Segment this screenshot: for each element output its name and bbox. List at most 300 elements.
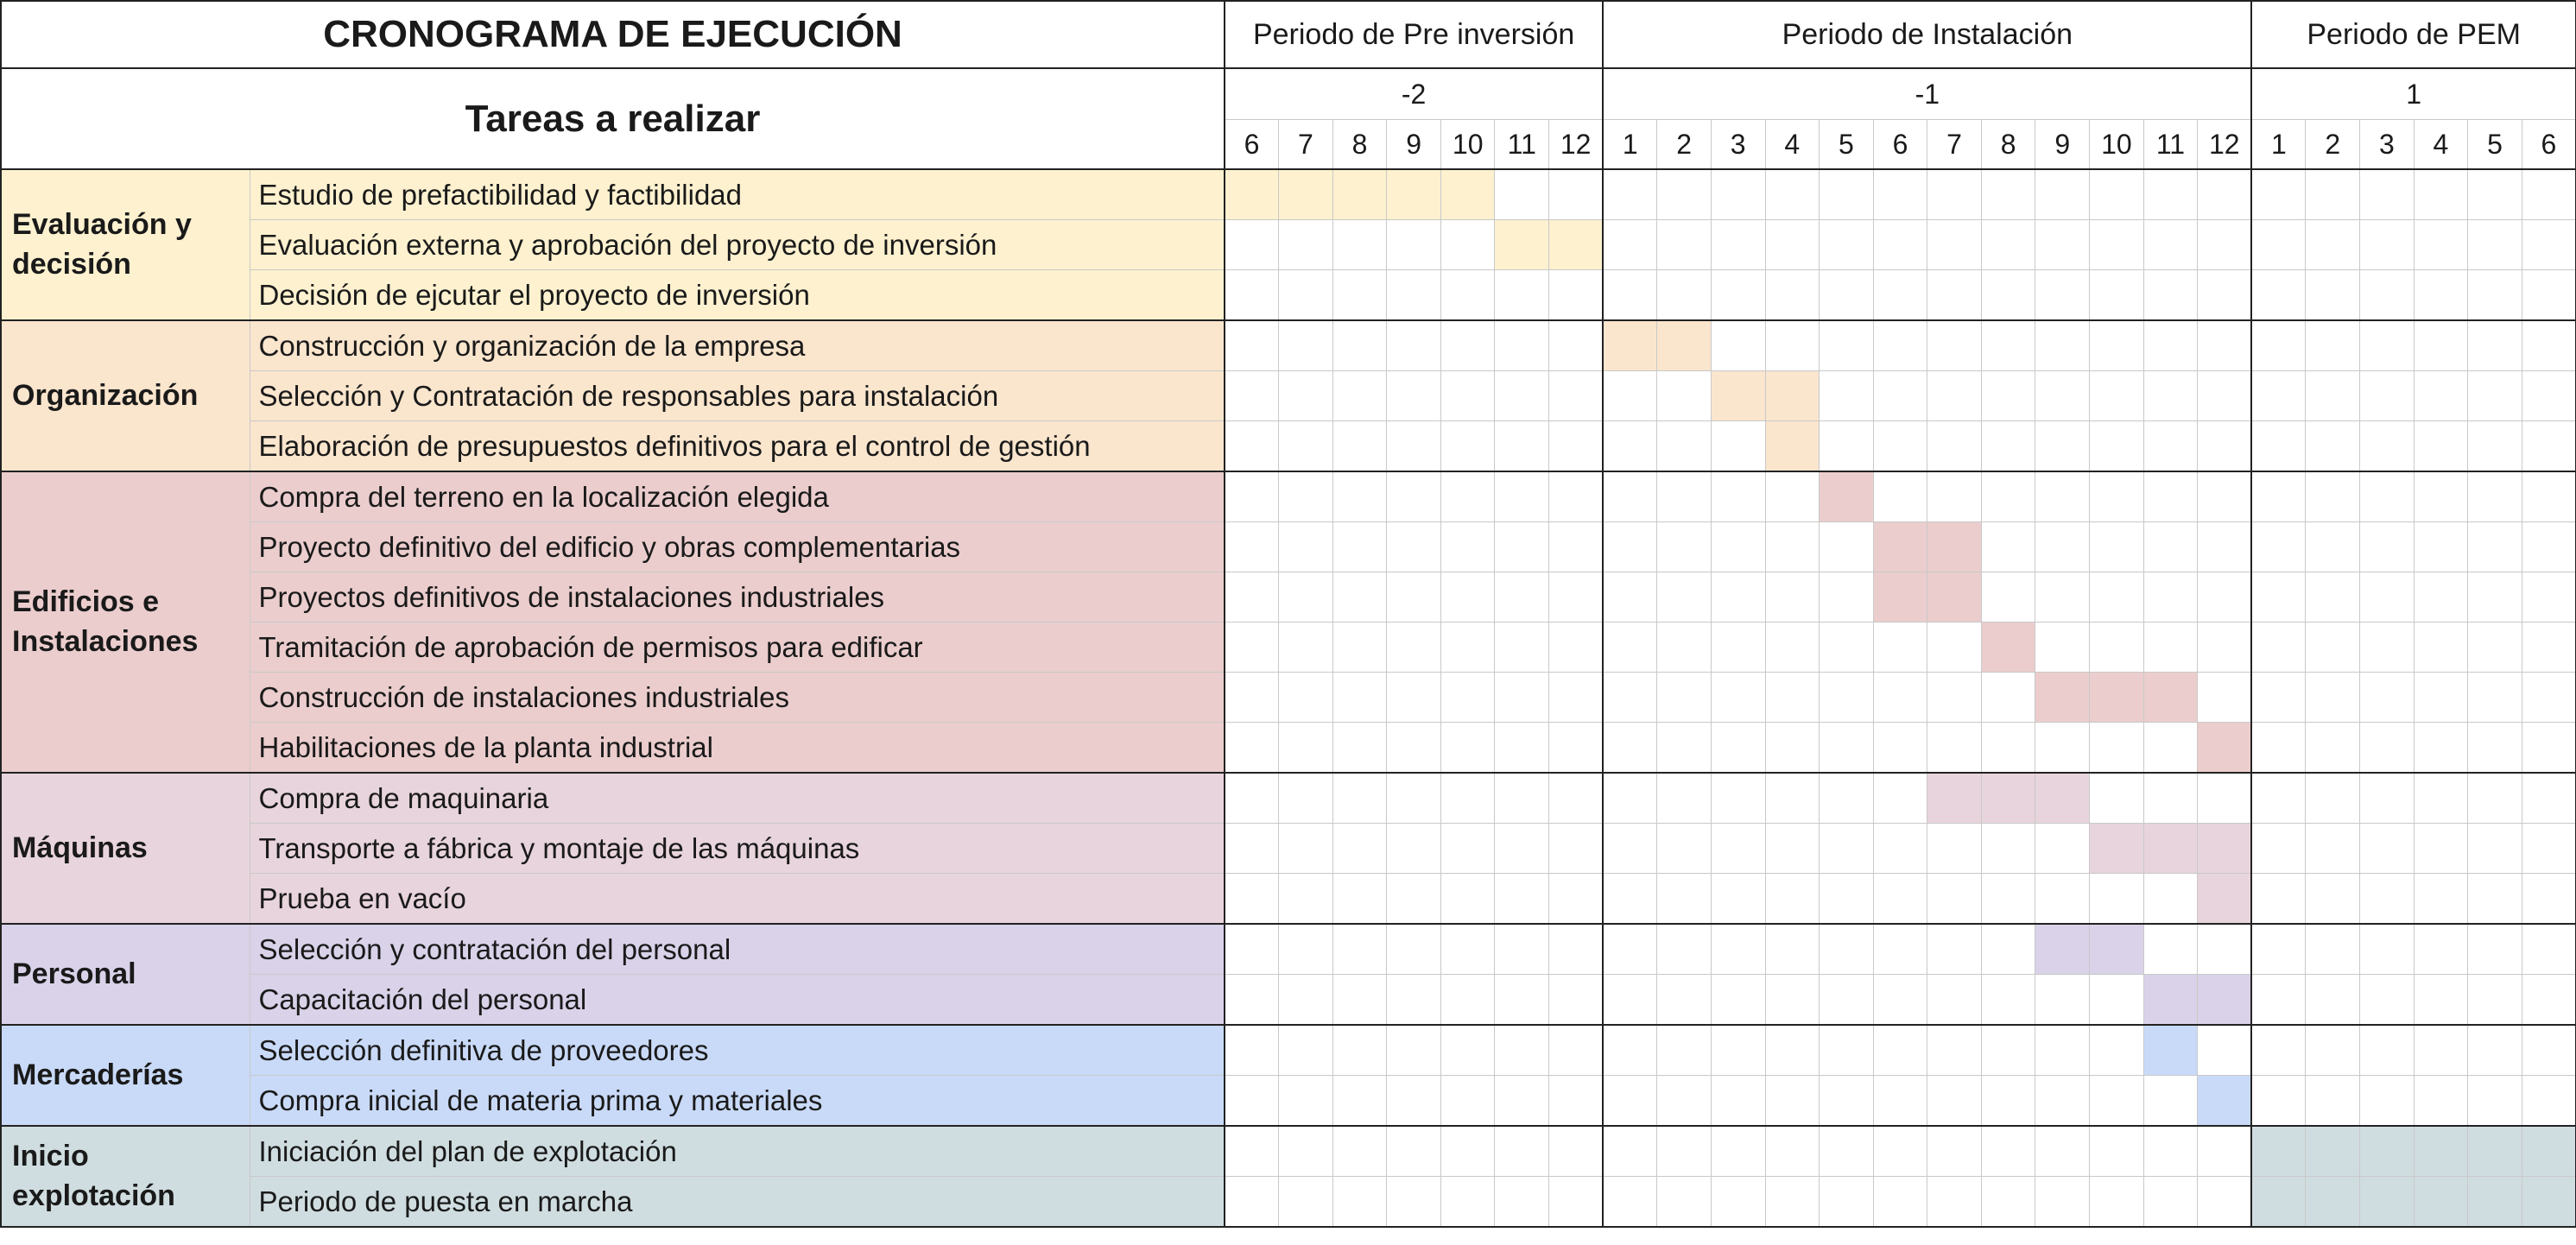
gantt-empty-cell — [1927, 1076, 1982, 1127]
gantt-empty-cell — [1495, 169, 1549, 220]
gantt-empty-cell — [1873, 924, 1927, 975]
gantt-empty-cell — [2143, 1177, 2198, 1228]
gantt-empty-cell — [2143, 1126, 2198, 1177]
gantt-empty-cell — [1765, 1025, 1820, 1076]
gantt-empty-cell — [1927, 975, 1982, 1026]
gantt-empty-cell — [2035, 824, 2090, 874]
gantt-empty-cell — [1711, 1025, 1765, 1076]
gantt-empty-cell — [1387, 773, 1441, 824]
gantt-empty-cell — [1820, 673, 1874, 723]
gantt-empty-cell — [1873, 169, 1927, 220]
task-row — [1, 169, 2576, 220]
task-row — [1, 572, 2576, 622]
gantt-bar-cell — [1927, 773, 1982, 824]
gantt-empty-cell — [1603, 975, 1657, 1026]
gantt-empty-cell — [1820, 975, 1874, 1026]
gantt-empty-cell — [1387, 1177, 1441, 1228]
gantt-empty-cell — [2198, 421, 2252, 472]
gantt-empty-cell — [2360, 220, 2415, 270]
gantt-empty-cell — [1873, 270, 1927, 321]
gantt-empty-cell — [1765, 522, 1820, 572]
task-label: Evaluación externa y aprobación del proyecto de inversión — [250, 220, 1225, 270]
gantt-empty-cell — [2090, 371, 2144, 421]
gantt-empty-cell — [2468, 471, 2522, 522]
gantt-empty-cell — [1820, 371, 1874, 421]
gantt-bar-cell — [2360, 1177, 2415, 1228]
gantt-empty-cell — [1387, 723, 1441, 774]
gantt-empty-cell — [1495, 270, 1549, 321]
gantt-bar-cell — [1981, 622, 2035, 673]
gantt-empty-cell — [2414, 320, 2468, 371]
gantt-empty-cell — [1279, 1076, 1333, 1127]
gantt-empty-cell — [1549, 572, 1604, 622]
gantt-bar-cell — [2143, 975, 2198, 1026]
gantt-empty-cell — [2198, 220, 2252, 270]
gantt-empty-cell — [1603, 572, 1657, 622]
gantt-empty-cell — [1279, 522, 1333, 572]
gantt-empty-cell — [1495, 371, 1549, 421]
gantt-empty-cell — [2143, 421, 2198, 472]
gantt-empty-cell — [1657, 572, 1712, 622]
gantt-empty-cell — [1657, 874, 1712, 925]
gantt-empty-cell — [1387, 1126, 1441, 1177]
section-label: Edificios e Instalaciones — [1, 471, 250, 773]
gantt-empty-cell — [2468, 572, 2522, 622]
gantt-empty-cell — [1225, 723, 1279, 774]
gantt-empty-cell — [1332, 773, 1387, 824]
gantt-empty-cell — [1820, 874, 1874, 925]
gantt-empty-cell — [2035, 622, 2090, 673]
gantt-empty-cell — [1332, 723, 1387, 774]
gantt-empty-cell — [1549, 1076, 1604, 1127]
gantt-empty-cell — [1657, 371, 1712, 421]
gantt-empty-cell — [1927, 371, 1982, 421]
gantt-empty-cell — [1657, 622, 1712, 673]
gantt-empty-cell — [1440, 622, 1495, 673]
gantt-empty-cell — [2414, 169, 2468, 220]
gantt-empty-cell — [2143, 471, 2198, 522]
gantt-empty-cell — [1279, 371, 1333, 421]
gantt-empty-cell — [2360, 773, 2415, 824]
gantt-empty-cell — [2522, 924, 2576, 975]
gantt-empty-cell — [2143, 924, 2198, 975]
gantt-empty-cell — [2143, 723, 2198, 774]
gantt-empty-cell — [1711, 1177, 1765, 1228]
gantt-empty-cell — [1927, 1126, 1982, 1177]
gantt-empty-cell — [1711, 270, 1765, 321]
gantt-empty-cell — [1225, 773, 1279, 824]
gantt-empty-cell — [1981, 673, 2035, 723]
section-label: Inicio explotación — [1, 1126, 250, 1227]
month-header: 10 — [2090, 120, 2144, 170]
gantt-empty-cell — [2414, 874, 2468, 925]
gantt-empty-cell — [1495, 572, 1549, 622]
gantt-empty-cell — [1765, 320, 1820, 371]
gantt-empty-cell — [1279, 421, 1333, 472]
gantt-empty-cell — [1225, 1177, 1279, 1228]
gantt-empty-cell — [1765, 773, 1820, 824]
gantt-empty-cell — [1387, 270, 1441, 321]
gantt-empty-cell — [1603, 773, 1657, 824]
gantt-empty-cell — [1711, 723, 1765, 774]
gantt-empty-cell — [2090, 975, 2144, 1026]
gantt-bar-cell — [1873, 522, 1927, 572]
gantt-empty-cell — [1440, 572, 1495, 622]
gantt-empty-cell — [1495, 421, 1549, 472]
month-header: 6 — [1873, 120, 1927, 170]
gantt-empty-cell — [1225, 270, 1279, 321]
gantt-empty-cell — [2306, 924, 2360, 975]
gantt-empty-cell — [1873, 622, 1927, 673]
gantt-bar-cell — [2251, 1177, 2306, 1228]
gantt-empty-cell — [1820, 220, 1874, 270]
gantt-bar-cell — [2468, 1126, 2522, 1177]
gantt-empty-cell — [2143, 522, 2198, 572]
gantt-empty-cell — [1657, 824, 1712, 874]
gantt-empty-cell — [1873, 975, 1927, 1026]
gantt-empty-cell — [2143, 371, 2198, 421]
task-label: Compra del terreno en la localización elegida — [250, 471, 1225, 522]
gantt-empty-cell — [1981, 1126, 2035, 1177]
section-label: Organización — [1, 320, 250, 471]
gantt-empty-cell — [1549, 874, 1604, 925]
task-row — [1, 371, 2576, 421]
gantt-empty-cell — [2414, 975, 2468, 1026]
gantt-empty-cell — [1765, 673, 1820, 723]
month-header: 7 — [1279, 120, 1333, 170]
gantt-empty-cell — [1820, 572, 1874, 622]
gantt-empty-cell — [2306, 773, 2360, 824]
gantt-empty-cell — [2360, 169, 2415, 220]
gantt-empty-cell — [1440, 320, 1495, 371]
gantt-empty-cell — [1279, 824, 1333, 874]
gantt-empty-cell — [2522, 320, 2576, 371]
gantt-empty-cell — [2360, 371, 2415, 421]
gantt-empty-cell — [1603, 421, 1657, 472]
gantt-empty-cell — [2251, 371, 2306, 421]
gantt-empty-cell — [1279, 673, 1333, 723]
task-label: Transporte a fábrica y montaje de las máquinas — [250, 824, 1225, 874]
gantt-empty-cell — [1711, 169, 1765, 220]
gantt-empty-cell — [1387, 572, 1441, 622]
gantt-empty-cell — [1603, 874, 1657, 925]
task-label: Tramitación de aprobación de permisos para edificar — [250, 622, 1225, 673]
gantt-empty-cell — [2251, 924, 2306, 975]
gantt-empty-cell — [1495, 673, 1549, 723]
task-row — [1, 522, 2576, 572]
gantt-empty-cell — [1387, 924, 1441, 975]
gantt-empty-cell — [1927, 924, 1982, 975]
month-header: 9 — [2035, 120, 2090, 170]
gantt-empty-cell — [2414, 572, 2468, 622]
gantt-empty-cell — [1279, 1126, 1333, 1177]
gantt-empty-cell — [1279, 471, 1333, 522]
task-label: Habilitaciones de la planta industrial — [250, 723, 1225, 774]
gantt-empty-cell — [2414, 220, 2468, 270]
gantt-empty-cell — [1549, 270, 1604, 321]
task-label: Iniciación del plan de explotación — [250, 1126, 1225, 1177]
gantt-empty-cell — [1440, 1076, 1495, 1127]
gantt-empty-cell — [1981, 471, 2035, 522]
gantt-empty-cell — [2035, 421, 2090, 472]
gantt-bar-cell — [2522, 1126, 2576, 1177]
gantt-empty-cell — [1981, 924, 2035, 975]
gantt-empty-cell — [2522, 522, 2576, 572]
task-row — [1, 622, 2576, 673]
gantt-empty-cell — [2035, 320, 2090, 371]
gantt-empty-cell — [2414, 622, 2468, 673]
month-header: 1 — [1603, 120, 1657, 170]
gantt-empty-cell — [2468, 270, 2522, 321]
gantt-empty-cell — [2360, 824, 2415, 874]
gantt-empty-cell — [2090, 421, 2144, 472]
gantt-empty-cell — [1495, 874, 1549, 925]
gantt-empty-cell — [2360, 270, 2415, 321]
gantt-empty-cell — [1495, 471, 1549, 522]
gantt-empty-cell — [2198, 169, 2252, 220]
task-label: Selección y contratación del personal — [250, 924, 1225, 975]
gantt-empty-cell — [1873, 673, 1927, 723]
gantt-bar-cell — [2090, 824, 2144, 874]
task-row — [1, 320, 2576, 371]
gantt-empty-cell — [1927, 220, 1982, 270]
gantt-empty-cell — [1765, 924, 1820, 975]
gantt-empty-cell — [2414, 723, 2468, 774]
gantt-bar-cell — [1603, 320, 1657, 371]
gantt-empty-cell — [1711, 673, 1765, 723]
gantt-empty-cell — [1332, 924, 1387, 975]
gantt-empty-cell — [1603, 169, 1657, 220]
schedule-title: CRONOGRAMA DE EJECUCIÓN — [1, 1, 1225, 68]
gantt-empty-cell — [2468, 874, 2522, 925]
gantt-bar-cell — [1927, 522, 1982, 572]
gantt-empty-cell — [2143, 169, 2198, 220]
gantt-bar-cell — [2090, 924, 2144, 975]
gantt-empty-cell — [2035, 572, 2090, 622]
gantt-empty-cell — [2251, 975, 2306, 1026]
gantt-empty-cell — [1820, 723, 1874, 774]
gantt-empty-cell — [1332, 824, 1387, 874]
header-row-periods — [1, 1, 2576, 68]
gantt-empty-cell — [2306, 471, 2360, 522]
gantt-empty-cell — [1765, 1177, 1820, 1228]
gantt-empty-cell — [2306, 824, 2360, 874]
gantt-empty-cell — [2143, 1076, 2198, 1127]
gantt-empty-cell — [1225, 371, 1279, 421]
gantt-empty-cell — [2468, 522, 2522, 572]
gantt-bar-cell — [1657, 320, 1712, 371]
gantt-empty-cell — [1981, 1177, 2035, 1228]
gantt-empty-cell — [2522, 673, 2576, 723]
gantt-empty-cell — [1495, 924, 1549, 975]
gantt-empty-cell — [1981, 371, 2035, 421]
gantt-empty-cell — [1873, 320, 1927, 371]
gantt-empty-cell — [1440, 471, 1495, 522]
gantt-bar-cell — [2035, 924, 2090, 975]
gantt-empty-cell — [2522, 874, 2576, 925]
task-row — [1, 824, 2576, 874]
gantt-empty-cell — [1873, 471, 1927, 522]
gantt-empty-cell — [2198, 773, 2252, 824]
gantt-empty-cell — [1332, 270, 1387, 321]
gantt-bar-cell — [2198, 975, 2252, 1026]
gantt-empty-cell — [1657, 773, 1712, 824]
tasks-header: Tareas a realizar — [1, 68, 1225, 169]
gantt-empty-cell — [1440, 975, 1495, 1026]
gantt-empty-cell — [1332, 1177, 1387, 1228]
gantt-empty-cell — [1765, 572, 1820, 622]
gantt-empty-cell — [1873, 1025, 1927, 1076]
gantt-empty-cell — [1820, 320, 1874, 371]
gantt-empty-cell — [2414, 1025, 2468, 1076]
gantt-empty-cell — [2522, 975, 2576, 1026]
gantt-bar-cell — [2522, 1177, 2576, 1228]
gantt-empty-cell — [1332, 320, 1387, 371]
gantt-empty-cell — [1332, 1076, 1387, 1127]
task-label: Decisión de ejcutar el proyecto de inversión — [250, 270, 1225, 321]
gantt-empty-cell — [2143, 270, 2198, 321]
task-row — [1, 1025, 2576, 1076]
gantt-empty-cell — [2360, 673, 2415, 723]
gantt-empty-cell — [2251, 723, 2306, 774]
gantt-empty-cell — [2198, 1126, 2252, 1177]
gantt-empty-cell — [2414, 471, 2468, 522]
task-row — [1, 723, 2576, 774]
gantt-bar-cell — [2090, 673, 2144, 723]
gantt-empty-cell — [2035, 471, 2090, 522]
gantt-empty-cell — [1387, 673, 1441, 723]
month-header: 10 — [1440, 120, 1495, 170]
gantt-empty-cell — [2090, 773, 2144, 824]
gantt-empty-cell — [2251, 1076, 2306, 1127]
gantt-empty-cell — [1387, 220, 1441, 270]
gantt-empty-cell — [2251, 270, 2306, 321]
gantt-empty-cell — [2090, 169, 2144, 220]
gantt-empty-cell — [1873, 1126, 1927, 1177]
gantt-empty-cell — [2306, 169, 2360, 220]
gantt-empty-cell — [1711, 1076, 1765, 1127]
gantt-empty-cell — [1549, 371, 1604, 421]
gantt-empty-cell — [1440, 1025, 1495, 1076]
gantt-empty-cell — [1225, 572, 1279, 622]
gantt-empty-cell — [2090, 1126, 2144, 1177]
period-header: Periodo de PEM — [2251, 1, 2576, 68]
gantt-empty-cell — [1765, 1126, 1820, 1177]
gantt-empty-cell — [1279, 924, 1333, 975]
month-header: 9 — [1387, 120, 1441, 170]
gantt-empty-cell — [2143, 220, 2198, 270]
gantt-empty-cell — [1657, 723, 1712, 774]
gantt-empty-cell — [1873, 773, 1927, 824]
gantt-empty-cell — [1495, 773, 1549, 824]
gantt-empty-cell — [2306, 1076, 2360, 1127]
gantt-empty-cell — [2035, 874, 2090, 925]
gantt-empty-cell — [1495, 824, 1549, 874]
gantt-empty-cell — [2090, 622, 2144, 673]
gantt-empty-cell — [1927, 824, 1982, 874]
gantt-empty-cell — [1440, 522, 1495, 572]
gantt-empty-cell — [1387, 1076, 1441, 1127]
gantt-empty-cell — [1440, 371, 1495, 421]
gantt-empty-cell — [2035, 1076, 2090, 1127]
gantt-empty-cell — [1225, 522, 1279, 572]
gantt-empty-cell — [1495, 1126, 1549, 1177]
gantt-empty-cell — [1927, 320, 1982, 371]
task-label: Proyecto definitivo del edificio y obras complementarias — [250, 522, 1225, 572]
gantt-empty-cell — [1657, 522, 1712, 572]
gantt-empty-cell — [2360, 924, 2415, 975]
month-header: 6 — [2522, 120, 2576, 170]
gantt-empty-cell — [2090, 320, 2144, 371]
gantt-empty-cell — [1225, 320, 1279, 371]
gantt-empty-cell — [1711, 622, 1765, 673]
month-header: 12 — [2198, 120, 2252, 170]
gantt-empty-cell — [1711, 773, 1765, 824]
task-label: Selección y Contratación de responsables para instalación — [250, 371, 1225, 421]
gantt-empty-cell — [1820, 1177, 1874, 1228]
gantt-empty-cell — [1603, 1025, 1657, 1076]
month-header: 1 — [2251, 120, 2306, 170]
gantt-bar-cell — [2198, 824, 2252, 874]
gantt-bar-cell — [2251, 1126, 2306, 1177]
gantt-empty-cell — [2143, 773, 2198, 824]
gantt-empty-cell — [1440, 270, 1495, 321]
gantt-empty-cell — [2360, 1076, 2415, 1127]
gantt-bar-cell — [2143, 824, 2198, 874]
gantt-empty-cell — [2035, 270, 2090, 321]
gantt-empty-cell — [1332, 371, 1387, 421]
gantt-empty-cell — [1657, 169, 1712, 220]
gantt-empty-cell — [1657, 471, 1712, 522]
gantt-empty-cell — [1820, 1025, 1874, 1076]
gantt-empty-cell — [2306, 622, 2360, 673]
gantt-empty-cell — [2306, 522, 2360, 572]
gantt-bar-cell — [2468, 1177, 2522, 1228]
task-row — [1, 773, 2576, 824]
month-header: 3 — [2360, 120, 2415, 170]
gantt-empty-cell — [2251, 220, 2306, 270]
gantt-bar-cell — [1387, 169, 1441, 220]
gantt-empty-cell — [1765, 723, 1820, 774]
gantt-empty-cell — [2251, 874, 2306, 925]
gantt-empty-cell — [1495, 1076, 1549, 1127]
gantt-empty-cell — [1332, 471, 1387, 522]
month-header: 11 — [2143, 120, 2198, 170]
gantt-empty-cell — [1711, 824, 1765, 874]
gantt-empty-cell — [2306, 874, 2360, 925]
gantt-empty-cell — [1820, 522, 1874, 572]
gantt-bar-cell — [2360, 1126, 2415, 1177]
gantt-empty-cell — [1603, 622, 1657, 673]
gantt-empty-cell — [1765, 622, 1820, 673]
gantt-empty-cell — [1279, 874, 1333, 925]
section-label: Máquinas — [1, 773, 250, 924]
gantt-empty-cell — [1225, 220, 1279, 270]
gantt-empty-cell — [2090, 220, 2144, 270]
gantt-empty-cell — [1549, 723, 1604, 774]
gantt-empty-cell — [2090, 522, 2144, 572]
gantt-empty-cell — [1440, 723, 1495, 774]
gantt-empty-cell — [2360, 622, 2415, 673]
gantt-empty-cell — [2360, 572, 2415, 622]
gantt-empty-cell — [1981, 270, 2035, 321]
gantt-empty-cell — [1549, 1177, 1604, 1228]
gantt-empty-cell — [1549, 421, 1604, 472]
gantt-empty-cell — [1440, 1126, 1495, 1177]
gantt-bar-cell — [2198, 723, 2252, 774]
gantt-empty-cell — [2522, 773, 2576, 824]
gantt-empty-cell — [1657, 924, 1712, 975]
